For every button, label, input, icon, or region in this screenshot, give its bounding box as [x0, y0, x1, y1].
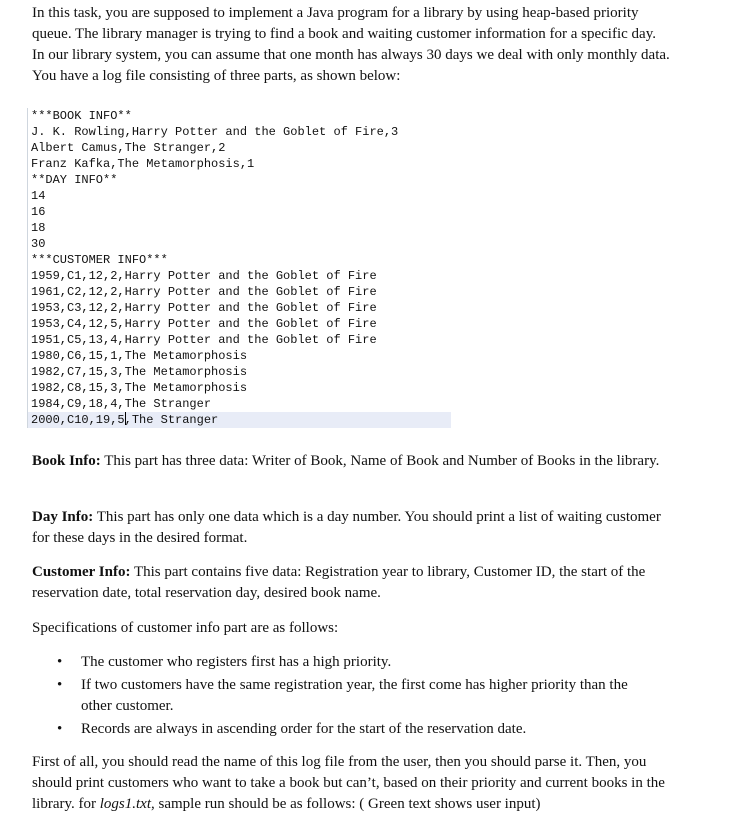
book-info-label: Book Info:	[32, 453, 101, 469]
log-line: 1982,C7,15,3,The Metamorphosis	[31, 365, 248, 379]
bullet-icon: •	[57, 654, 63, 670]
log-line: **DAY INFO**	[31, 173, 118, 187]
spec-intro: Specifications of customer info part are as follows:	[32, 620, 339, 636]
log-line: 14	[31, 189, 46, 203]
bullet-icon: •	[57, 721, 63, 737]
log-line: J. K. Rowling,Harry Potter and the Goblet of Fire,3	[31, 125, 399, 139]
log-line: 1961,C2,12,2,Harry Potter and the Goblet of Fire	[31, 285, 377, 299]
log-line: 16	[31, 205, 46, 219]
spec-list	[32, 652, 662, 742]
spec-item: • The customer who registers first has a high priority.	[32, 652, 662, 673]
bullet-icon: •	[57, 677, 63, 693]
customer-info-text: This part contains five data: Registration year to library, Customer ID, the start of the reservation date, total reservation day, desired book name.	[32, 564, 646, 601]
book-info-text: This part has three data: Writer of Book, Name of Book and Number of Books in the library.	[100, 453, 660, 469]
log-line: 1980,C6,15,1,The Metamorphosis	[31, 349, 248, 363]
log-line: 1951,C5,13,4,Harry Potter and the Goblet of Fire	[31, 333, 377, 347]
final-paragraph: First of all, you should read the name of this log file from the user, then you should parse it. Then, you should print customers who want to take a book but can’t, based on their priority and current books in the library. for logs1.txt, sample run should be as follows: ( Green text shows user input)	[32, 754, 665, 812]
customer-info-paragraph	[32, 562, 682, 604]
log-line: 30	[31, 237, 46, 251]
log-line: 1984,C9,18,4,The Stranger	[31, 397, 212, 411]
log-line: 1953,C4,12,5,Harry Potter and the Goblet of Fire	[31, 317, 377, 331]
log-line: 1953,C3,12,2,Harry Potter and the Goblet of Fire	[31, 301, 377, 315]
day-info-text: This part has only one data which is a day number. You should print a list of waiting customer for these days in the desired format.	[32, 509, 661, 546]
log-line: 18	[31, 221, 46, 235]
intro-paragraph: In this task, you are supposed to implement a Java program for a library by using heap-based priority queue. The library manager is trying to find a book and waiting customer information for a specific day. In our library system, you can assume that one month has always 30 days we deal with only monthly data. You have a log file consisting of three parts, as shown below:	[32, 5, 670, 84]
spec-item: • If two customers have the same registration year, the first come has higher priority than the other customer.	[57, 677, 628, 714]
customer-info-label: Customer Info:	[32, 564, 131, 580]
log-line: Albert Camus,The Stranger,2	[31, 141, 226, 155]
log-filename: logs1.txt	[99, 796, 151, 812]
log-file-example	[27, 108, 451, 428]
log-line: Franz Kafka,The Metamorphosis,1	[31, 157, 255, 171]
spec-item: • Records are always in ascending order for the start of the reservation date.	[32, 719, 662, 740]
log-line-selected[interactable]: 2000,C10,19,5,The Stranger	[28, 412, 451, 428]
log-line: ***CUSTOMER INFO***	[31, 253, 168, 267]
log-line: 1982,C8,15,3,The Metamorphosis	[31, 381, 248, 395]
log-line: ***BOOK INFO**	[31, 109, 132, 123]
book-info-paragraph	[32, 451, 682, 472]
day-info-label: Day Info:	[32, 509, 94, 525]
log-line: 1959,C1,12,2,Harry Potter and the Goblet of Fire	[31, 269, 377, 283]
day-info-paragraph	[32, 507, 682, 549]
